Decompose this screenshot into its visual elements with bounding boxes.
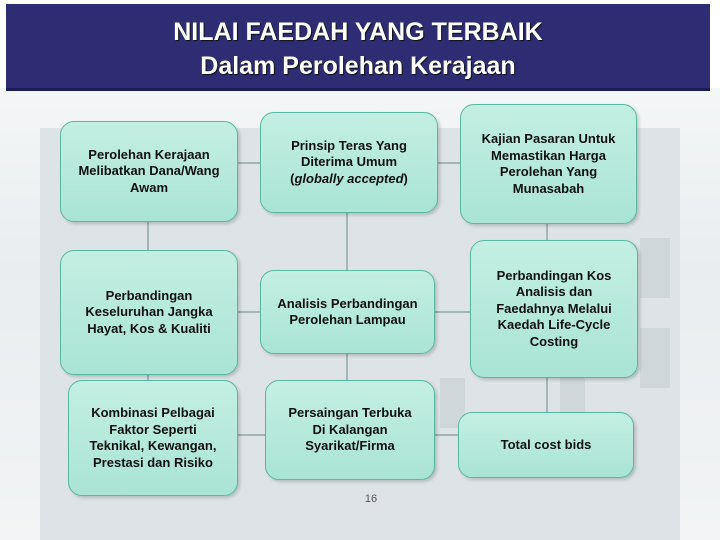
- box-open-competition-text: Persaingan Terbuka Di Kalangan Syarikat/Firma: [288, 405, 412, 454]
- box-total-cost-bids: [458, 412, 634, 478]
- title-line-1: NILAI FAEDAH YANG TERBAIK: [173, 18, 543, 46]
- box-public-funds: [60, 121, 238, 222]
- page-number: 16: [364, 493, 378, 505]
- box-market-study-text: Kajian Pasaran Untuk Memastikan Harga Perolehan Yang Munasabah: [481, 131, 616, 196]
- box-life-cycle-costing-text: Perbandingan Kos Analisis dan Faedahnya Melalui Kaedah Life-Cycle Costing: [496, 267, 612, 349]
- title-line-2: Dalam Perolehan Kerajaan: [200, 52, 516, 80]
- box-combined-factors: [68, 380, 238, 496]
- box-past-procurement: [260, 270, 435, 354]
- box-core-principle: [260, 112, 438, 213]
- box-core-principle-text: Prinsip Teras Yang Diterima Umum (globally accepted): [290, 137, 408, 186]
- box-open-competition: [265, 380, 435, 480]
- box-past-procurement-text: Analisis Perbandingan Perolehan Lampau: [277, 295, 418, 327]
- box-combined-factors-text: Kombinasi Pelbagai Faktor Seperti Teknikal, Kewangan, Prestasi dan Risiko: [89, 405, 217, 470]
- box-lifetime-comparison-text: Perbandingan Keseluruhan Jangka Hayat, Kos & Kualiti: [85, 287, 213, 336]
- box-total-cost-bids-text: Total cost bids: [500, 436, 592, 452]
- box-public-funds-text: Perolehan Kerajaan Melibatkan Dana/Wang Awam: [78, 146, 220, 195]
- box-lifetime-comparison: [60, 250, 238, 375]
- box-market-study: [460, 104, 637, 224]
- box-life-cycle-costing: [470, 240, 638, 378]
